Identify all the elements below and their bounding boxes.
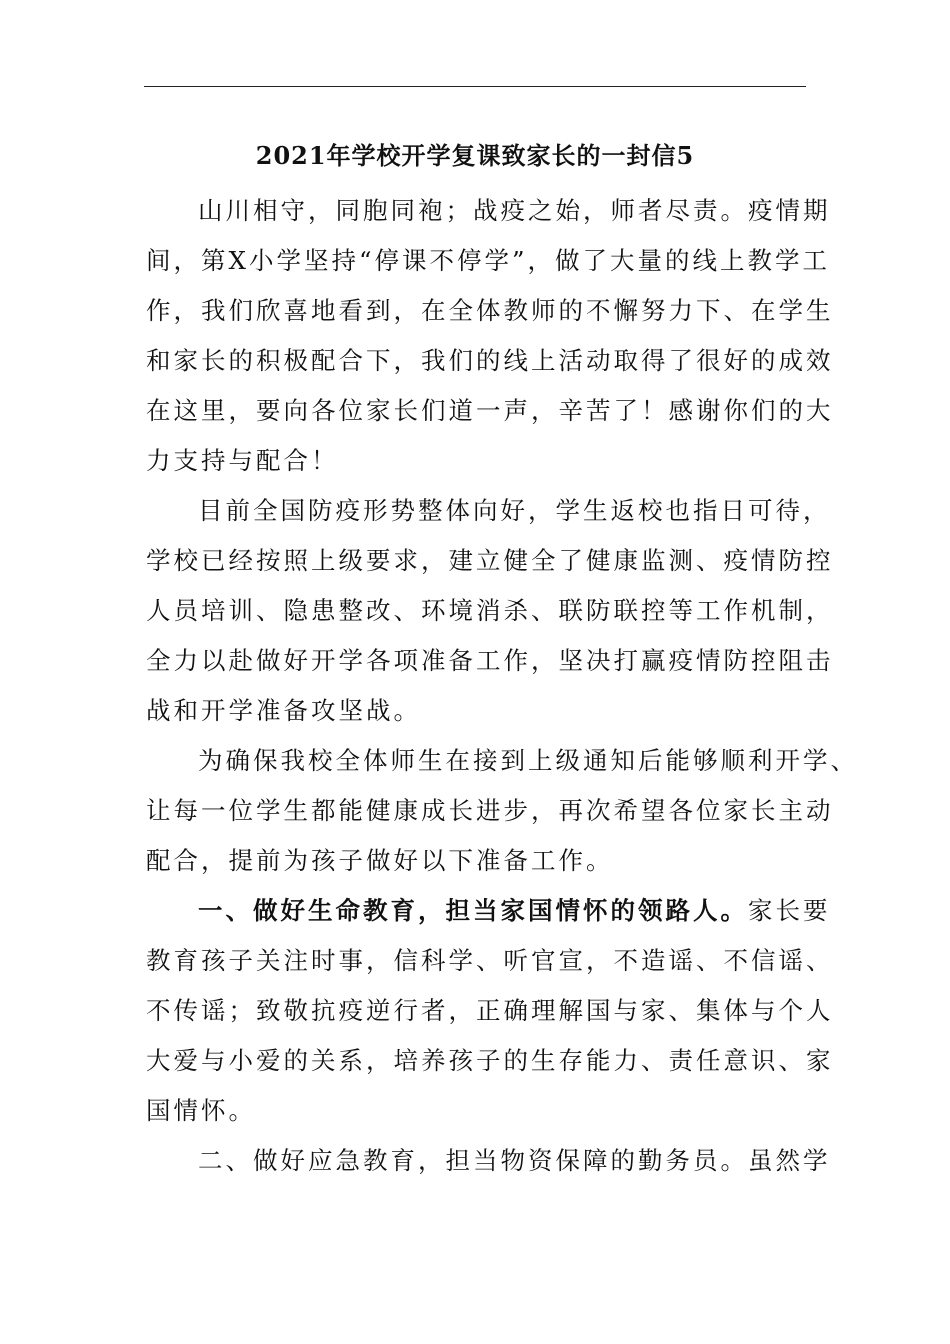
paragraph-line: 配合，提前为孩子做好以下准备工作。: [146, 846, 614, 875]
paragraph-line: 学校已经按照上级要求，建立健全了健康监测、疫情防控: [146, 546, 834, 575]
section-heading-bold: 一、做好生命教育，担当家国情怀的领路人。: [198, 896, 748, 925]
paragraph-line: 人员培训、隐患整改、环境消杀、联防联控等工作机制，: [146, 596, 834, 625]
paragraph-line: 让每一位学生都能健康成长进步，再次希望各位家长主动: [146, 796, 834, 825]
paragraph-line-first: [146, 886, 831, 936]
paragraph-2: [146, 486, 834, 736]
paragraph-line: 国情怀。: [146, 1096, 256, 1125]
paragraph-4: [146, 886, 834, 1136]
paragraph-line: 不传谣；致敬抗疫逆行者，正确理解国与家、集体与个人: [146, 996, 834, 1025]
paragraph-line: 力支持与配合！: [146, 446, 339, 475]
paragraph-line: 全力以赴做好开学各项准备工作，坚决打赢疫情防控阻击: [146, 646, 834, 675]
paragraph-line: 为确保我校全体师生在接到上级通知后能够顺利开学、: [198, 746, 858, 775]
paragraph-line: 作，我们欣喜地看到，在全体教师的不懈努力下、在学生: [146, 296, 834, 325]
paragraph-line: 战和开学准备攻坚战。: [146, 696, 421, 725]
document-body: [146, 186, 858, 1186]
paragraph-line: 教育孩子关注时事，信科学、听官宣，不造谣、不信谣、: [146, 946, 834, 975]
paragraph-line: 间，第X小学坚持“停课不停学”，做了大量的线上教学工: [146, 246, 830, 275]
document-title: 2021年学校开学复课致家长的一封信5: [255, 141, 695, 170]
paragraph-3: [146, 736, 858, 886]
paragraph-line: 目前全国防疫形势整体向好，学生返校也指日可待，: [198, 496, 831, 525]
paragraph-line: 和家长的积极配合下，我们的线上活动取得了很好的成效: [146, 346, 834, 375]
paragraph-1: [146, 186, 834, 486]
paragraph-line: 山川相守，同胞同袍；战疫之始，师者尽责。疫情期: [198, 196, 831, 225]
header-rule: [144, 86, 806, 87]
paragraph-line: 大爱与小爱的关系，培养孩子的生存能力、责任意识、家: [146, 1046, 834, 1075]
paragraph-line: 在这里，要向各位家长们道一声，辛苦了！感谢你们的大: [146, 396, 834, 425]
paragraph-line-rest: 家长要: [748, 896, 831, 925]
paragraph-5: [146, 1136, 831, 1186]
paragraph-line: 二、做好应急教育，担当物资保障的勤务员。虽然学: [198, 1146, 831, 1175]
